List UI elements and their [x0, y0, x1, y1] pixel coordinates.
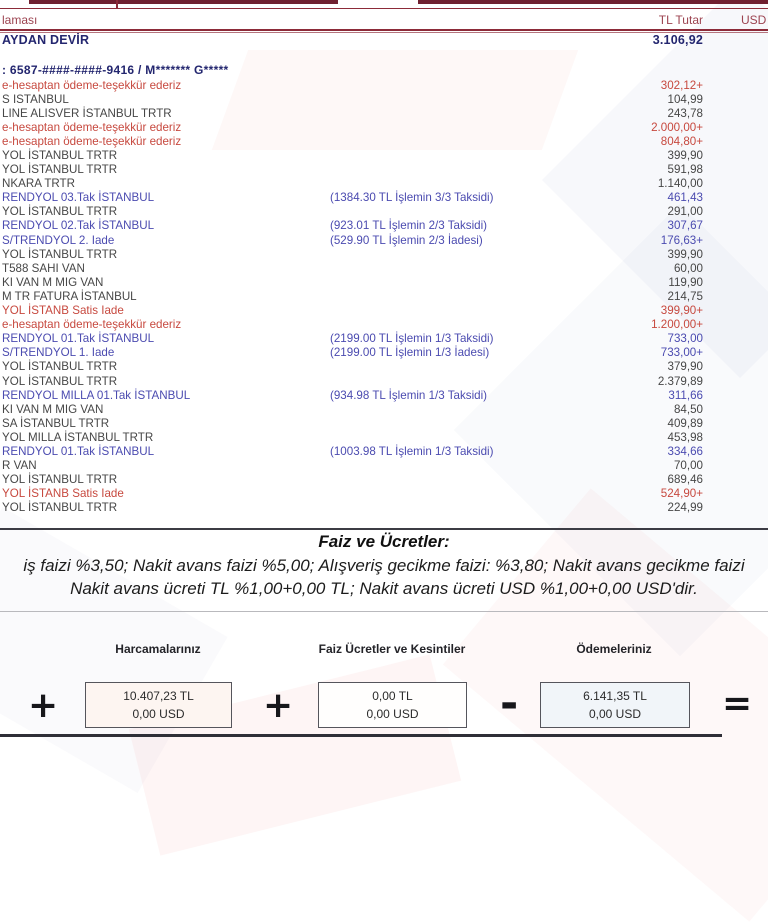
transaction-amount: 224,99	[667, 501, 703, 515]
transaction-description: RENDYOL 01.Tak İSTANBUL	[2, 444, 155, 458]
transaction-row	[2, 205, 703, 219]
transaction-row	[2, 163, 703, 177]
transaction-amount: 524,90+	[660, 487, 703, 501]
interest-fees-amount-box	[318, 682, 467, 728]
transaction-description: e-hesaptan ödeme-teşekkür ederiz	[2, 318, 182, 332]
transaction-amount: 302,12+	[660, 78, 703, 92]
spending-tl-amount: 10.407,23 TL	[123, 689, 194, 703]
spending-amount-box	[85, 682, 232, 728]
transaction-description: YOL İSTANBUL TRTR	[2, 149, 118, 163]
transaction-amount: 214,75	[667, 289, 703, 303]
transaction-description: S ISTANBUL	[2, 92, 69, 106]
transaction-row	[2, 106, 703, 120]
transaction-amount: 399,90	[667, 247, 703, 261]
transaction-description: RENDYOL MILLA 01.Tak İSTANBUL	[2, 388, 191, 402]
transaction-row	[2, 332, 703, 346]
payments-usd-amount: 0,00 USD	[588, 707, 642, 721]
equals-operator: =	[722, 683, 753, 724]
interest-fees-usd-amount: 0,00 USD	[366, 707, 419, 721]
payments-amount-box	[540, 682, 690, 728]
transaction-amount: 453,98	[667, 430, 703, 444]
transaction-description: YOL İSTANBUL TRTR	[2, 473, 118, 487]
transaction-row	[2, 388, 703, 402]
transaction-row	[2, 346, 703, 360]
transaction-amount: 379,90	[667, 360, 703, 374]
card-number-line: : 6587-####-####-9416 / M******* G*****	[2, 63, 229, 77]
transaction-amount: 689,46	[667, 473, 703, 487]
transaction-amount: 399,90+	[660, 304, 703, 318]
transaction-amount: 307,67	[667, 219, 703, 233]
plus-operator: +	[28, 685, 59, 726]
transaction-description: e-hesaptan ödeme-teşekkür ederiz	[2, 78, 182, 92]
transaction-description: YOL İSTANB Satis Iade	[2, 487, 124, 501]
transaction-description: YOL MILLA İSTANBUL TRTR	[2, 430, 154, 444]
transaction-row	[2, 459, 703, 473]
transaction-row	[2, 233, 703, 247]
top-border-segment	[418, 0, 768, 4]
top-border-segment	[29, 0, 338, 4]
transaction-row	[2, 360, 703, 374]
installment-note: (1384.30 TL İşlemin 3/3 Taksidi)	[330, 191, 494, 205]
transaction-description: YOL İSTANB Satis Iade	[2, 304, 124, 318]
installment-note: (934.98 TL İşlemin 1/3 Taksidi)	[330, 388, 488, 402]
summary-bottom-rule	[0, 734, 722, 737]
transaction-amount: 733,00+	[660, 346, 703, 360]
interest-rates-text: iş faizi %3,50; Nakit avans faizi %5,00; Alışveriş gecikme faizi: %3,80; Nakit avans gecikme faizi	[23, 556, 745, 575]
transaction-amount: 1.200,00+	[651, 318, 703, 332]
transaction-description: R VAN	[2, 459, 37, 473]
payments-label: Ödemeleriniz	[576, 642, 652, 656]
transaction-amount: 70,00	[673, 459, 703, 473]
transaction-amount: 733,00	[667, 332, 703, 346]
transaction-table	[2, 78, 703, 515]
interest-fees-tl-amount: 0,00 TL	[372, 689, 413, 703]
transaction-description: YOL İSTANBUL TRTR	[2, 501, 118, 515]
transaction-amount: 2.000,00+	[651, 120, 703, 134]
usd-amount-column-header: USD	[741, 13, 767, 27]
transaction-amount: 591,98	[667, 163, 703, 177]
plus-operator: +	[263, 685, 294, 726]
transaction-amount: 311,66	[668, 388, 703, 402]
transaction-amount: 291,00	[667, 205, 703, 219]
carryover-amount: 3.106,92	[652, 33, 703, 47]
transaction-description: RENDYOL 01.Tak İSTANBUL	[2, 332, 155, 346]
table-header	[0, 8, 768, 31]
column-divider-tick	[116, 0, 118, 8]
transaction-description: RENDYOL 03.Tak İSTANBUL	[2, 191, 155, 205]
minus-operator: -	[500, 678, 519, 729]
installment-note: (2199.00 TL İşlemin 1/3 Taksidi)	[330, 332, 494, 346]
transaction-amount: 804,80+	[660, 134, 703, 148]
transaction-description: YOL İSTANBUL TRTR	[2, 205, 118, 219]
transaction-amount: 334,66	[667, 444, 703, 458]
transaction-row	[2, 177, 703, 191]
transaction-description: SA İSTANBUL TRTR	[2, 416, 110, 430]
transaction-description: NKARA TRTR	[2, 177, 76, 191]
transaction-amount: 84,50	[673, 402, 703, 416]
transaction-amount: 1.140,00	[657, 177, 703, 191]
transaction-row	[2, 120, 703, 134]
transaction-amount: 399,90	[667, 149, 703, 163]
transaction-description: RENDYOL 02.Tak İSTANBUL	[2, 219, 155, 233]
transaction-row	[2, 402, 703, 416]
transaction-amount: 243,78	[667, 106, 703, 120]
spending-usd-amount: 0,00 USD	[132, 707, 185, 721]
transaction-description: LINE ALISVER İSTANBUL TRTR	[2, 106, 172, 120]
transaction-amount: 104,99	[667, 92, 703, 106]
transaction-row	[2, 304, 703, 318]
transaction-row	[2, 247, 703, 261]
installment-note: (2199.00 TL İşlemin 1/3 İadesi)	[330, 346, 490, 360]
transaction-row	[2, 444, 703, 458]
fees-section-title: Faiz ve Ücretler:	[318, 532, 450, 551]
section-divider	[0, 528, 768, 530]
transaction-row	[2, 134, 703, 148]
transaction-row	[2, 92, 703, 106]
transaction-description: S/TRENDYOL 2. Iade	[2, 233, 115, 247]
transaction-description: YOL İSTANBUL TRTR	[2, 374, 118, 388]
transaction-description: YOL İSTANBUL TRTR	[2, 360, 118, 374]
transaction-row	[2, 501, 703, 515]
transaction-row	[2, 148, 703, 162]
cash-advance-fee-text: Nakit avans ücreti TL %1,00+0,00 TL; Nakit avans ücreti USD %1,00+0,00 USD'dir.	[70, 579, 698, 598]
transaction-description: YOL İSTANBUL TRTR	[2, 163, 118, 177]
transaction-row	[2, 261, 703, 275]
transaction-description: KI VAN M MIG VAN	[2, 402, 104, 416]
transaction-description: T588 SAHI VAN	[2, 261, 85, 275]
transaction-row	[2, 416, 703, 430]
transaction-row	[2, 275, 703, 289]
transaction-amount: 409,89	[667, 416, 703, 430]
transaction-row	[2, 78, 703, 92]
interest-fees-label: Faiz Ücretler ve Kesintiler	[318, 642, 466, 656]
carryover-label: AYDAN DEVİR	[2, 33, 90, 47]
section-divider-light	[0, 611, 768, 612]
installment-note: (1003.98 TL İşlemin 1/3 Taksidi)	[330, 444, 494, 458]
transaction-row	[2, 487, 703, 501]
tl-amount-column-header: TL Tutar	[658, 13, 703, 27]
carryover-row	[2, 33, 703, 47]
installment-note: (923.01 TL İşlemin 2/3 Taksidi)	[330, 219, 488, 233]
transaction-row	[2, 191, 703, 205]
transaction-row	[2, 430, 703, 444]
transaction-amount: 176,63+	[660, 233, 703, 247]
transaction-amount: 119,90	[668, 275, 703, 289]
transaction-description: KI VAN M MIG VAN	[2, 275, 104, 289]
transaction-row	[2, 318, 703, 332]
installment-note: (529.90 TL İşlemin 2/3 İadesi)	[330, 233, 483, 247]
transaction-amount: 461,43	[667, 191, 703, 205]
transaction-row	[2, 219, 703, 233]
transaction-description: e-hesaptan ödeme-teşekkür ederiz	[2, 120, 182, 134]
spending-label: Harcamalarınız	[115, 642, 201, 656]
transaction-row	[2, 374, 703, 388]
transaction-row	[2, 473, 703, 487]
transaction-description: S/TRENDYOL 1. Iade	[2, 346, 115, 360]
transaction-description: YOL İSTANBUL TRTR	[2, 247, 118, 261]
transaction-description: e-hesaptan ödeme-teşekkür ederiz	[2, 134, 182, 148]
description-column-header: laması	[2, 13, 38, 27]
transaction-row	[2, 289, 703, 303]
payments-tl-amount: 6.141,35 TL	[583, 689, 647, 703]
transaction-amount: 2.379,89	[657, 374, 703, 388]
transaction-amount: 60,00	[673, 261, 703, 275]
transaction-description: M TR FATURA İSTANBUL	[2, 289, 137, 303]
